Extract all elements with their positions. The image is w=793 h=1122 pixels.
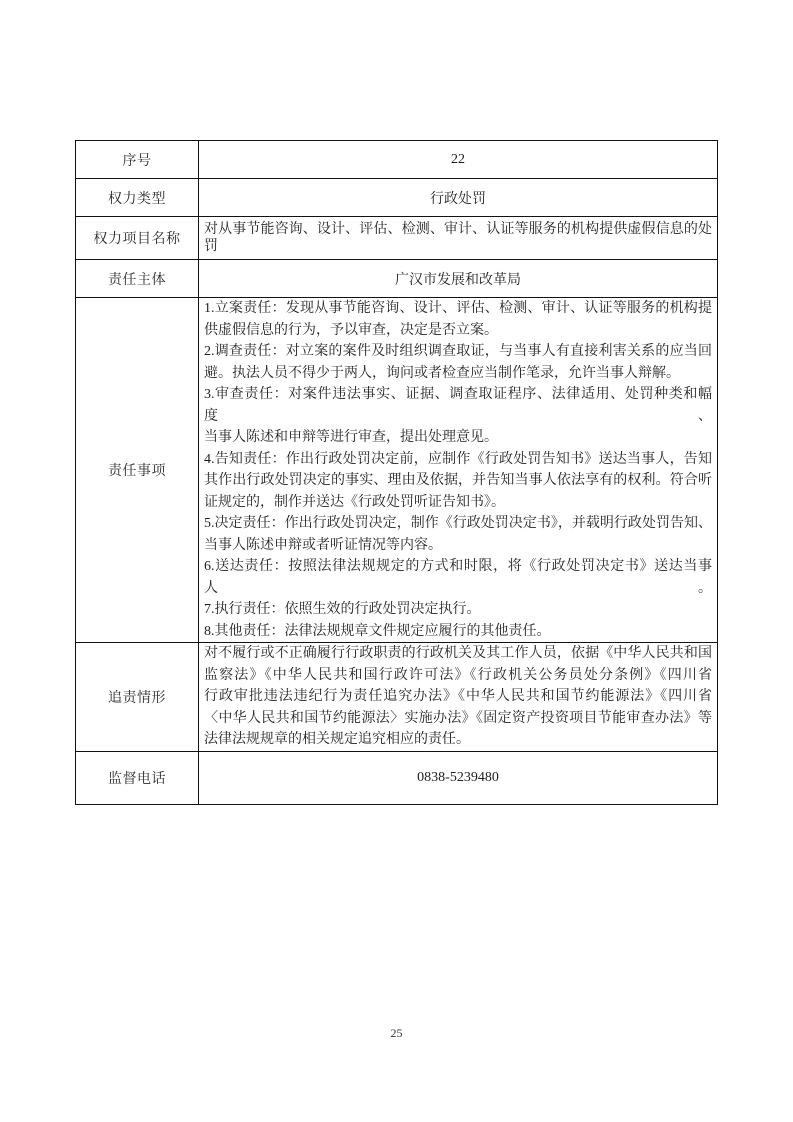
- accountability-line: 〈中华人民共和国节约能源法〉实施办法》《固定资产投资项目节能审查办法》等: [204, 710, 712, 726]
- row-supervision-phone: [76, 751, 718, 804]
- responsibility-line: 避。执法人员不得少于两人，询问或者检查应当制作笔录，允许当事人辩解。: [204, 365, 680, 381]
- responsible-body-value: 广汉市发展和改革局: [199, 260, 718, 298]
- power-list-table: [75, 140, 718, 805]
- responsibility-line: 1.立案责任：发现从事节能咨询、设计、评估、检测、审计、认证等服务的机构提: [204, 301, 712, 316]
- page-number: 25: [390, 1026, 403, 1040]
- serial-value: 22: [199, 141, 718, 179]
- accountability-line: 行政审批违法违纪行为责任追究办法》《中华人民共和国节约能源法》《四川省: [204, 689, 712, 704]
- responsibility-line: 7.执行责任：依照生效的行政处罚决定执行。: [204, 602, 481, 617]
- item-name-label: 权力项目名称: [76, 217, 199, 260]
- row-power-type: [76, 179, 718, 217]
- responsibility-line: 证规定的，制作并送达《行政处罚听证告知书》。: [204, 494, 505, 510]
- row-accountability: [76, 643, 718, 752]
- responsibility-line: 4.告知责任：作出行政处罚决定前，应制作《行政处罚告知书》送达当事人，告知: [204, 451, 712, 467]
- item-name-value: [199, 217, 718, 260]
- accountability-line: 对不履行或不正确履行行政职责的行政机关及其工作人员，依据《中华人民共和国: [204, 646, 712, 661]
- row-responsible-body: [76, 260, 718, 298]
- item-name-line: 对从事节能咨询、设计、评估、检测、审计、认证等服务的机构提供虚假信息的处: [204, 222, 712, 237]
- responsibility-line: 当事人陈述和申辩等进行审查，提出处理意见。: [204, 430, 498, 445]
- accountability-line: 法律法规规章的相关规定追究相应的责任。: [204, 732, 470, 747]
- responsibility-line: 供虚假信息的行为，予以审查，决定是否立案。: [204, 322, 498, 338]
- responsibility-line: 3.审查责任：对案件违法事实、证据、调查取证程序、法律适用、处罚种类和幅度、: [204, 387, 712, 424]
- responsibility-item: [204, 449, 712, 514]
- responsibility-line: 8.其他责任：法律法规规章文件规定应履行的其他责任。: [204, 623, 551, 639]
- power-type-value: 行政处罚: [199, 179, 718, 217]
- power-type-label: 权力类型: [76, 179, 199, 217]
- responsibilities-list: [199, 298, 718, 643]
- responsibility-line: 其作出行政处罚决定的事实、理由及依据，并告知当事人依法享有的权利。符合听: [204, 473, 712, 488]
- responsibility-line: 6.送达责任：按照法律法规规定的方式和时限，将《行政处罚决定书》送达当事人。: [204, 559, 712, 596]
- responsible-body-label: 责任主体: [76, 260, 199, 298]
- responsibility-item: [204, 621, 712, 643]
- row-responsibilities: [76, 298, 718, 643]
- responsibility-item: [204, 513, 712, 556]
- supervision-phone-label: 监督电话: [76, 751, 199, 804]
- responsibility-line: 5.决定责任：作出行政处罚决定，制作《行政处罚决定书》，并载明行政处罚告知、: [204, 516, 712, 531]
- responsibility-item: [204, 298, 712, 341]
- serial-label: 序号: [76, 141, 199, 179]
- row-serial: [76, 141, 718, 179]
- row-item-name: [76, 217, 718, 260]
- accountability-line: 监察法》《中华人民共和国行政许可法》《行政机关公务员处分条例》《四川省: [204, 667, 712, 683]
- responsibility-item: [204, 384, 712, 449]
- responsibilities-label: 责任事项: [76, 298, 199, 643]
- responsibility-line: 当事人陈述申辩或者听证情况等内容。: [204, 537, 442, 553]
- item-name-line: 罚: [204, 239, 218, 254]
- accountability-text: [199, 643, 718, 752]
- responsibility-line: 2.调查责任：对立案的案件及时组织调查取证，与当事人有直接利害关系的应当回: [204, 344, 712, 359]
- responsibility-item: [204, 341, 712, 384]
- responsibility-item: [204, 556, 712, 599]
- responsibility-item: [204, 599, 712, 621]
- supervision-phone-value: 0838-5239480: [199, 751, 718, 804]
- accountability-label: 追责情形: [76, 643, 199, 752]
